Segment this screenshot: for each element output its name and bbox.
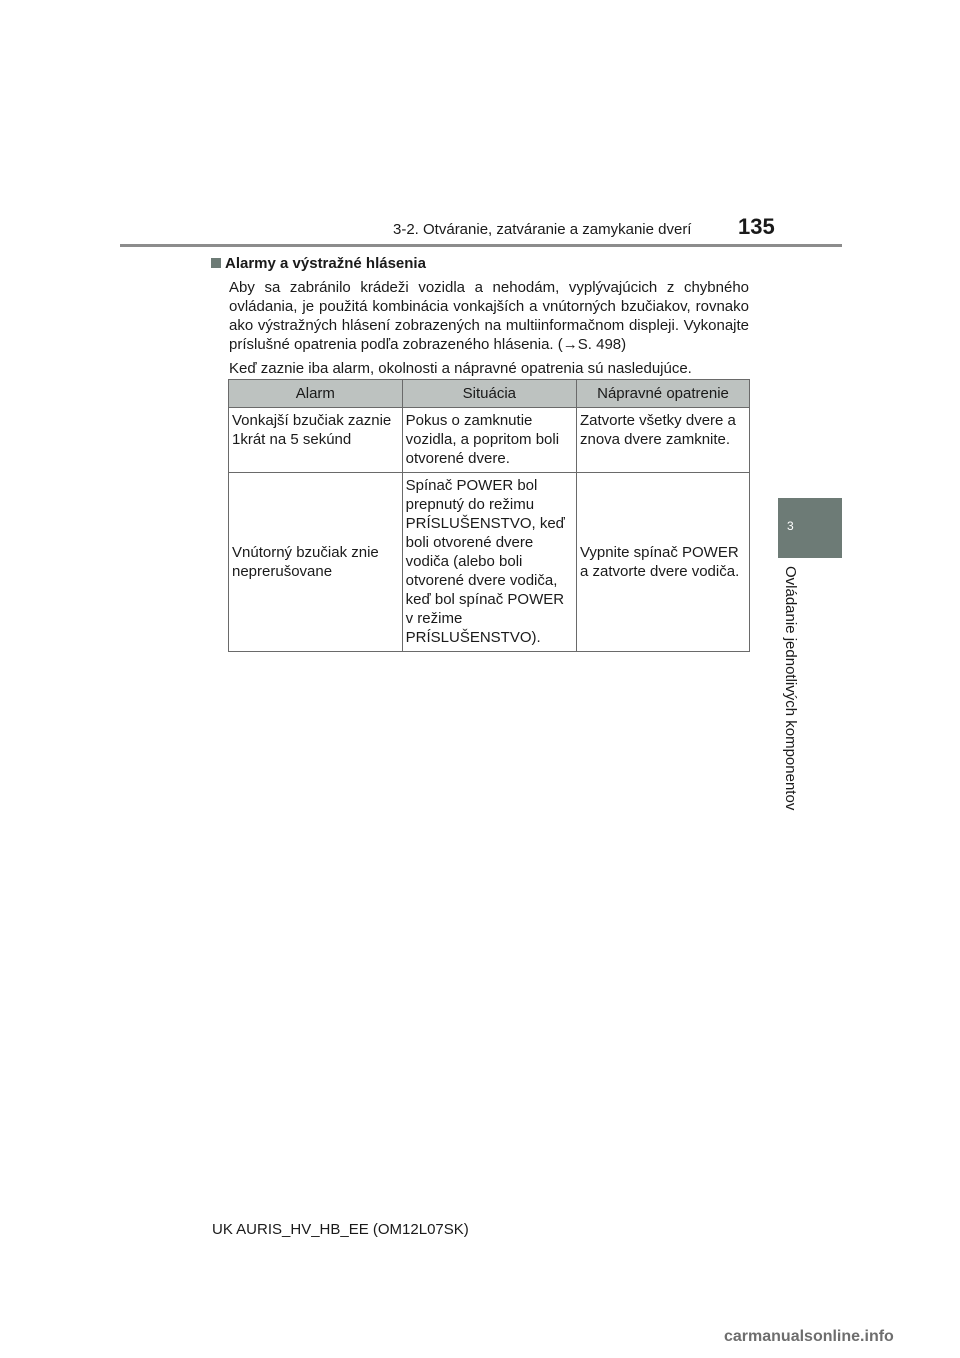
column-header-situation: Situácia	[402, 380, 576, 408]
alarm-cell: Vnútorný bzučiak znie neprerušovane	[229, 473, 403, 652]
chapter-number: 3	[787, 519, 794, 533]
running-header: 3-2. Otváranie, zatváranie a zamykanie dverí	[393, 221, 692, 238]
page-number: 135	[738, 214, 775, 239]
column-header-action: Nápravné opatrenie	[576, 380, 749, 408]
section-heading	[211, 254, 749, 274]
table-lead-paragraph: Keď zaznie iba alarm, okolnosti a nápravné opatrenia sú nasledujúce.	[229, 360, 692, 377]
action-cell: Vypnite spínač POWER a zatvorte dvere vodiča.	[576, 473, 749, 652]
alarm-cell: Vonkajší bzučiak zaznie 1krát na 5 sekúnd	[229, 408, 403, 473]
section-title: Alarmy a výstražné hlásenia	[225, 255, 426, 272]
watermark: carmanualsonline.info	[724, 1328, 894, 1345]
alarm-table	[228, 379, 750, 652]
table-row	[229, 408, 750, 473]
table-row	[229, 473, 750, 652]
situation-cell: Pokus o zamknutie vozidla, a popritom boli otvorené dvere.	[402, 408, 576, 473]
header-divider	[120, 244, 842, 247]
action-cell: Zatvorte všetky dvere a znova dvere zamknite.	[576, 408, 749, 473]
main-content	[211, 254, 749, 378]
table-header-row	[229, 380, 750, 408]
intro-paragraph: Aby sa zabránilo krádeži vozidla a nehodám, vyplývajúcich z chybného ovládania, je použitá kombinácia vonkajších a vnútorných bzučiakov, rovnako ako výstražných hlásení zobrazených na multiinformačnom displeji. Vykonajte príslušné opatrenia podľa zobrazeného hlásenia. (→S. 498)	[229, 279, 749, 353]
chapter-title: Ovládanie jednotlivých komponentov	[782, 566, 799, 811]
square-bullet-icon	[211, 258, 221, 268]
document-code: UK AURIS_HV_HB_EE (OM12L07SK)	[212, 1221, 469, 1238]
situation-cell: Spínač POWER bol prepnutý do režimu PRÍSLUŠENSTVO, keď boli otvorené dvere vodiča (alebo boli otvorené dvere vodiča, keď bol spínač POWER v režime PRÍSLUŠENSTVO).	[402, 473, 576, 652]
column-header-alarm: Alarm	[229, 380, 403, 408]
